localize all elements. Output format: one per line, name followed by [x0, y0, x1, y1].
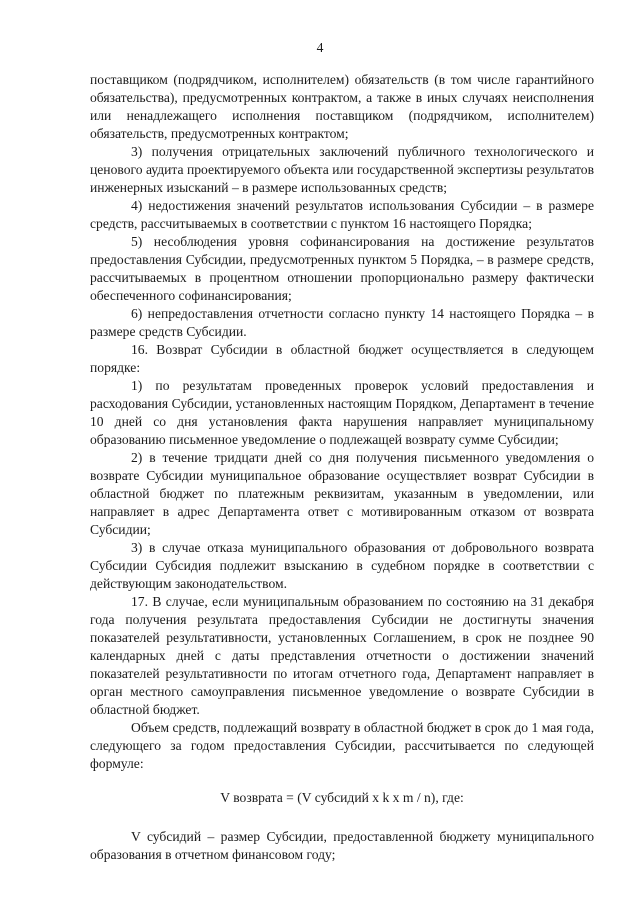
paragraph-formula-definition: V субсидий – размер Субсидии, предоставленной бюджету муниципального образования в отчетном финансовом году; [90, 829, 594, 862]
return-formula: V возврата = (V субсидий х k х m / n), где: [220, 790, 464, 805]
paragraph-clause-16-item-2: 2) в течение тридцати дней со дня получения письменного уведомления о возврате Субсидии муниципальное образование осуществляет возврат Субсидии в областной бюджет по платежным реквизитам, указанным в уведомлении, или направляет в адрес Департамента ответ с мотивированным отказом от возврата Субсидии; [90, 450, 594, 537]
paragraph-clause-16: 16. Возврат Субсидии в областной бюджет осуществляется в следующем порядке: [90, 342, 594, 375]
paragraph-item-5: 5) несоблюдения уровня софинансирования на достижение результатов предоставления Субсидии, предусмотренных пунктом 5 Порядка, – в размере средств, рассчитываемых в процентном отношении пропорционально размеру фактически обеспеченного софинансирования; [90, 234, 594, 303]
paragraph-continuation: поставщиком (подрядчиком, исполнителем) обязательств (в том числе гарантийного обязательства), предусмотренных контрактом, а также в иных случаях неисполнения или ненадлежащего исполнения поставщиком (подрядчиком, исполнителем) обязательств, предусмотренных контрактом; [90, 72, 594, 141]
paragraph-item-4: 4) недостижения значений результатов использования Субсидии – в размере средств, рассчитываемых в соответствии с пунктом 16 настоящего Порядка; [90, 198, 594, 231]
page-number: 4 [316, 40, 324, 55]
paragraph-clause-16-item-1: 1) по результатам проведенных проверок условий предоставления и расходования Субсидии, установленных настоящим Порядком, Департамент в течение 10 дней со дня установления факта нарушения направляет муниципальному образованию письменное уведомление о подлежащей возврату сумме Субсидии; [90, 378, 594, 447]
paragraph-clause-17: 17. В случае, если муниципальным образованием по состоянию на 31 декабря года получения результата предоставления Субсидии не достигнуты значения показателей результативности, установленных Соглашением, в срок не позднее 90 календарных дней с даты представления отчетности о достижении значений показателей результативности по итогам отчетного года, Департамент направляет в орган местного самоуправления письменное уведомление о возврате Субсидии в областной бюджет. [90, 594, 594, 717]
paragraph-clause-16-item-3: 3) в случае отказа муниципального образования от добровольного возврата Субсидии Субсидия подлежит взысканию в судебном порядке в соответствии с действующим законодательством. [90, 540, 594, 591]
paragraph-return-volume: Объем средств, подлежащий возврату в областной бюджет в срок до 1 мая года, следующего за годом предоставления Субсидии, рассчитывается по следующей формуле: [90, 720, 594, 771]
document-body [90, 71, 594, 864]
paragraph-item-6: 6) непредоставления отчетности согласно пункту 14 настоящего Порядка – в размере средств Субсидии. [90, 306, 594, 339]
paragraph-item-3: 3) получения отрицательных заключений публичного технологического и ценового аудита проектируемого объекта или государственной экспертизы результатов инженерных изысканий – в размере использованных средств; [90, 144, 594, 195]
